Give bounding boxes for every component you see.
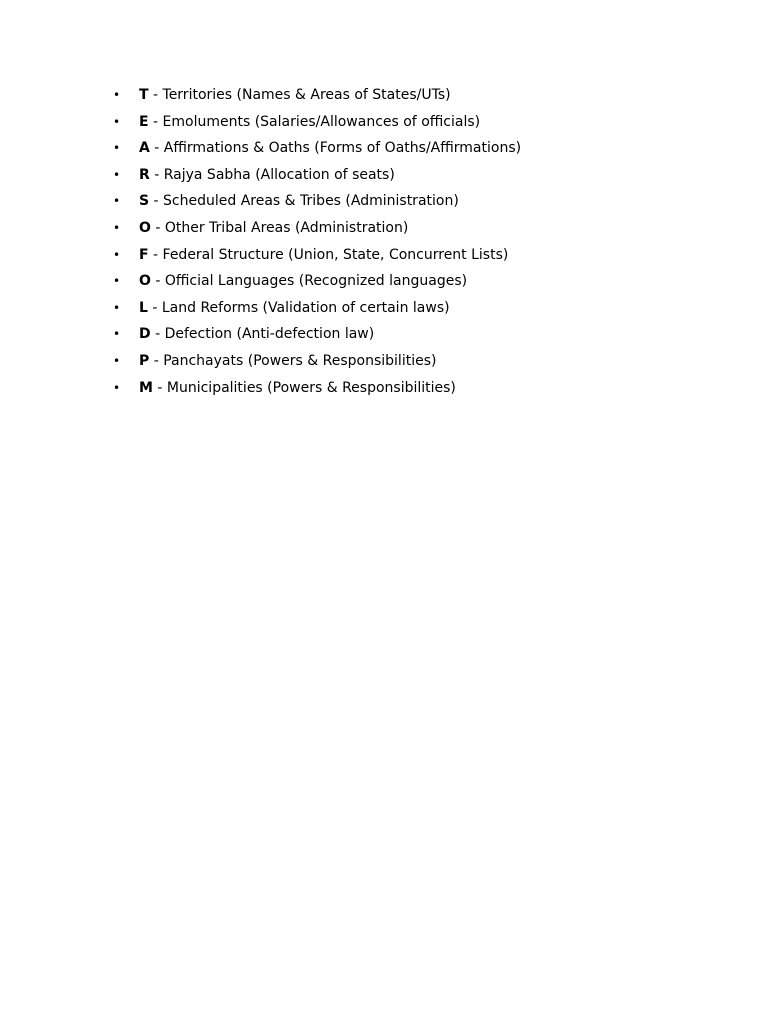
item-description: - Land Reforms (Validation of certain laws) xyxy=(147,299,450,316)
mnemonic-letter: R xyxy=(139,166,150,183)
item-description: - Other Tribal Areas (Administration) xyxy=(150,219,409,236)
bullet-icon: • xyxy=(113,88,121,102)
mnemonic-letter: O xyxy=(139,273,151,290)
bullet-icon: • xyxy=(113,353,121,368)
item-description: - Official Languages (Recognized languages) xyxy=(150,273,468,290)
item-description: - Rajya Sabha (Allocation of seats) xyxy=(149,166,395,183)
mnemonic-letter: F xyxy=(139,246,149,263)
list-item xyxy=(113,135,521,162)
bullet-icon: • xyxy=(113,141,121,156)
mnemonic-list xyxy=(113,82,521,401)
list-item xyxy=(113,162,521,189)
item-description: - Affirmations & Oaths (Forms of Oaths/Affirmations) xyxy=(149,140,522,157)
item-description: - Defection (Anti-defection law) xyxy=(150,326,375,343)
mnemonic-letter: D xyxy=(139,326,151,343)
bullet-icon: • xyxy=(113,247,121,262)
bullet-icon: • xyxy=(113,114,121,129)
list-item xyxy=(113,82,521,109)
mnemonic-letter: L xyxy=(139,299,148,316)
item-description: - Federal Structure (Union, State, Concurrent Lists) xyxy=(148,246,509,263)
mnemonic-letter: O xyxy=(139,219,151,236)
mnemonic-letter: T xyxy=(139,87,149,103)
list-item xyxy=(113,268,521,295)
list-item xyxy=(113,109,521,136)
bullet-icon: • xyxy=(113,327,121,342)
bullet-icon: • xyxy=(113,274,121,289)
mnemonic-letter: S xyxy=(139,193,150,210)
item-description: - Scheduled Areas & Tribes (Administration) xyxy=(149,193,459,210)
mnemonic-letter: M xyxy=(139,379,153,396)
list-item xyxy=(113,242,521,269)
list-item xyxy=(113,375,521,402)
mnemonic-letter: P xyxy=(139,352,150,369)
bullet-icon: • xyxy=(113,220,121,235)
list-item xyxy=(113,295,521,322)
list-item xyxy=(113,321,521,348)
item-description: - Municipalities (Powers & Responsibilities) xyxy=(152,379,456,396)
list-item xyxy=(113,215,521,242)
bullet-icon: • xyxy=(113,300,121,315)
bullet-icon: • xyxy=(113,194,121,209)
bullet-icon: • xyxy=(113,380,121,395)
item-description: - Panchayats (Powers & Responsibilities) xyxy=(149,352,437,369)
bullet-icon: • xyxy=(113,167,121,182)
item-description: - Territories (Names & Areas of States/UTs) xyxy=(148,87,451,103)
mnemonic-letter: E xyxy=(139,113,149,130)
item-description: - Emoluments (Salaries/Allowances of officials) xyxy=(148,113,481,130)
list-item xyxy=(113,348,521,375)
list-item xyxy=(113,188,521,215)
mnemonic-letter: A xyxy=(139,140,150,157)
